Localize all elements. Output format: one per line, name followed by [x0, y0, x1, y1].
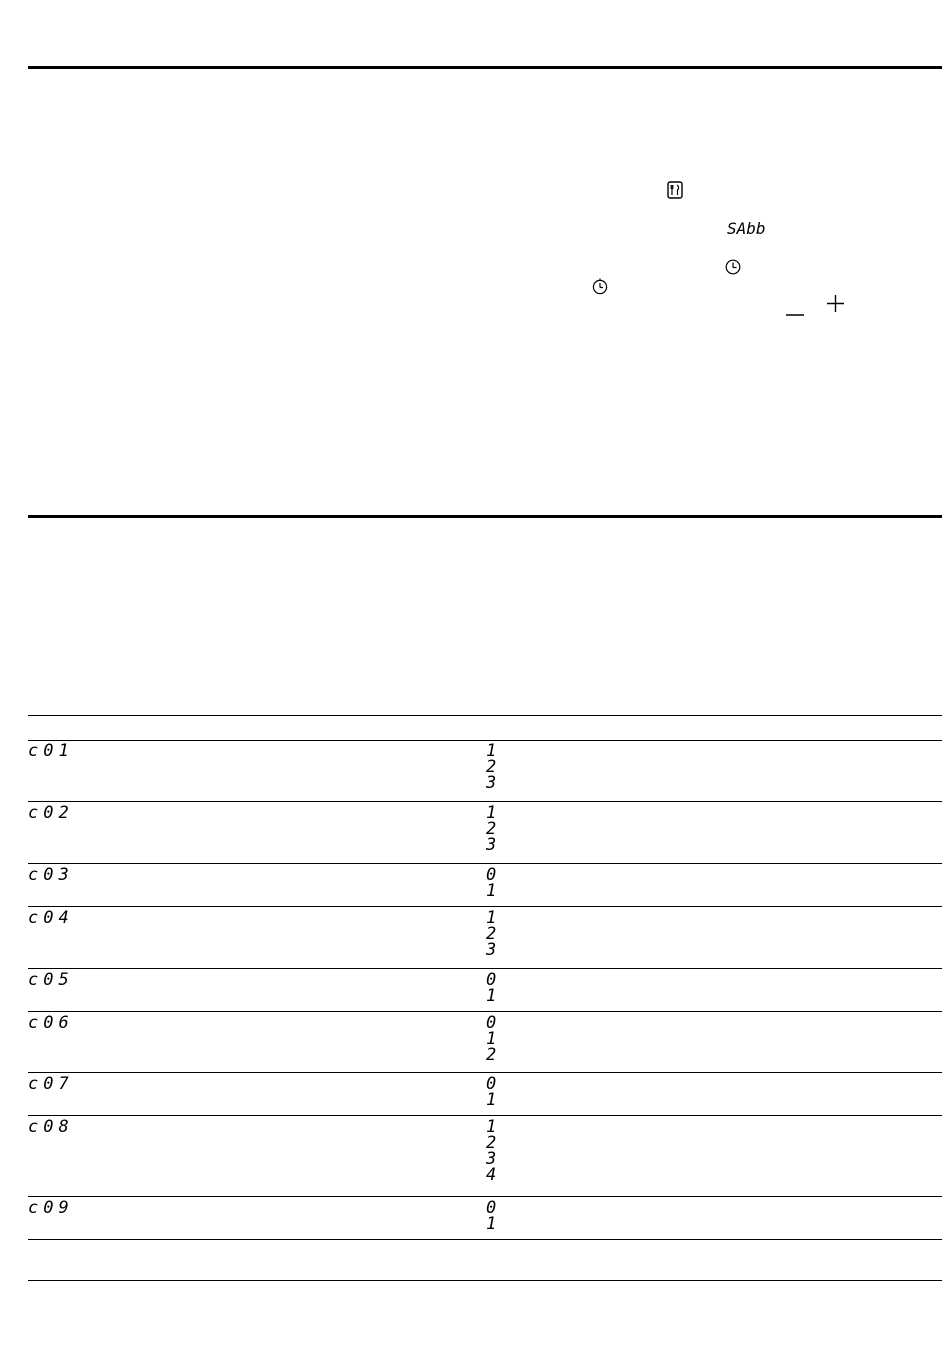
table-row-divider: [28, 801, 942, 802]
table-header-bottom-rule: [28, 740, 942, 741]
table-row-code: c08: [28, 1117, 74, 1137]
middle-section-rule: [28, 515, 942, 518]
setting-value: 3: [486, 1149, 497, 1169]
setting-value: 4: [486, 1165, 497, 1185]
table-row-divider: [28, 1196, 942, 1197]
setting-value: 1: [486, 741, 497, 761]
table-header-top-rule: [28, 715, 942, 716]
table-row-values: [486, 867, 496, 899]
table-row-values: [486, 1119, 496, 1183]
table-row-code: c09: [28, 1198, 74, 1218]
setting-value: 0: [486, 1074, 497, 1094]
table-bottom-rule: [28, 1280, 942, 1281]
top-section-rule: [28, 66, 942, 69]
cutlery-settings-icon: [667, 181, 683, 203]
setting-value: 0: [486, 970, 497, 990]
table-row-divider: [28, 1239, 942, 1240]
table-row-divider: [28, 906, 942, 907]
table-row-values: [486, 805, 496, 853]
table-row-values: [486, 1200, 496, 1232]
table-row-values: [486, 910, 496, 958]
table-row-values: [486, 1015, 496, 1063]
table-row-code: c04: [28, 908, 74, 928]
table-row-code: c06: [28, 1013, 74, 1033]
table-row-divider: [28, 1072, 942, 1073]
table-row-code: c03: [28, 865, 74, 885]
table-row-code: c07: [28, 1074, 74, 1094]
setting-value: 2: [486, 757, 497, 777]
display-code-readout: SAbb: [727, 219, 766, 238]
table-row-divider: [28, 1011, 942, 1012]
setting-value: 2: [486, 924, 497, 944]
table-row-divider: [28, 1115, 942, 1116]
setting-value: 1: [486, 1117, 497, 1137]
setting-value: 2: [486, 819, 497, 839]
table-row-divider: [28, 863, 942, 864]
setting-value: 1: [486, 1029, 497, 1049]
table-row-divider: [28, 968, 942, 969]
setting-value: 2: [486, 1045, 497, 1065]
setting-value: 1: [486, 1214, 497, 1234]
timer-icon: [592, 278, 608, 299]
setting-value: 0: [486, 865, 497, 885]
clock-icon: [725, 259, 741, 279]
setting-value: 3: [486, 773, 497, 793]
table-row-values: [486, 972, 496, 1004]
plus-icon: [827, 295, 844, 316]
table-row-values: [486, 743, 496, 791]
setting-value: 2: [486, 1133, 497, 1153]
setting-value: 1: [486, 908, 497, 928]
setting-value: 3: [486, 940, 497, 960]
setting-value: 1: [486, 803, 497, 823]
minus-icon: [786, 302, 804, 321]
setting-value: 1: [486, 881, 497, 901]
setting-value: 0: [486, 1013, 497, 1033]
setting-value: 1: [486, 1090, 497, 1110]
table-row-values: [486, 1076, 496, 1108]
table-row-code: c02: [28, 803, 74, 823]
setting-value: 1: [486, 986, 497, 1006]
setting-value: 3: [486, 835, 497, 855]
table-row-code: c05: [28, 970, 74, 990]
setting-value: 0: [486, 1198, 497, 1218]
table-row-code: c01: [28, 741, 74, 761]
